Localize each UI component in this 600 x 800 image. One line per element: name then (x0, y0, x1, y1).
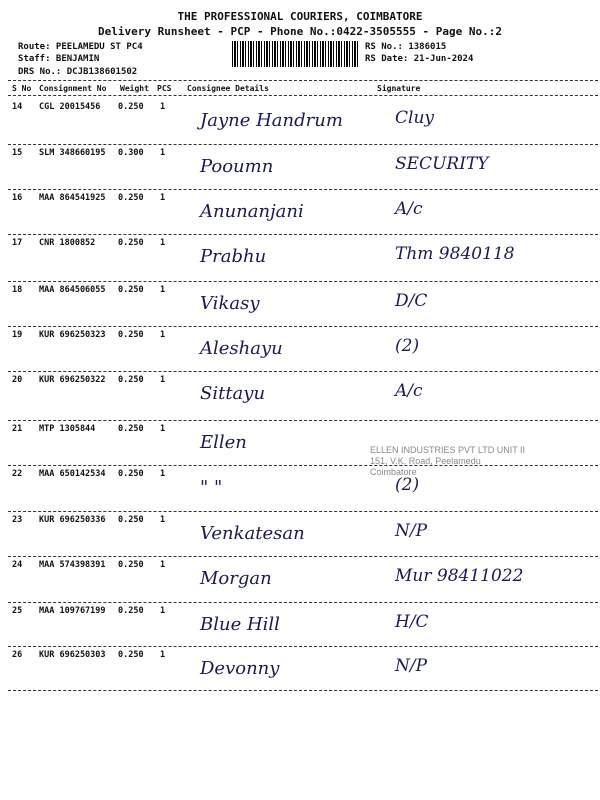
cell-weight: 0.250 (118, 375, 144, 385)
cell-sno: 18 (12, 285, 23, 295)
signature-handwriting: Mur 98411022 (395, 566, 524, 586)
cell-consignment-no: MAA 574398391 (39, 560, 106, 570)
col-weight: Weight (120, 84, 149, 93)
cell-consignment-no: MTP 1305844 (39, 424, 96, 434)
cell-sno: 26 (12, 650, 23, 660)
signature-handwriting: H/C (395, 612, 429, 632)
cell-pcs: 1 (160, 469, 166, 479)
consignee-handwriting: Blue Hill (200, 614, 280, 635)
staff-label: Staff: BENJAMIN (18, 54, 100, 64)
signature-handwriting: Cluy (395, 108, 434, 128)
row-divider (8, 281, 598, 282)
col-consignee: Consignee Details (187, 84, 269, 93)
cell-pcs: 1 (160, 515, 166, 525)
stamp-line-1: ELLEN INDUSTRIES PVT LTD UNIT II (370, 445, 526, 455)
cell-sno: 19 (12, 330, 23, 340)
col-signature: Signature (377, 84, 421, 93)
company-stamp (370, 445, 525, 478)
barcode (232, 41, 358, 67)
signature-handwriting: Thm 9840118 (395, 244, 515, 264)
signature-handwriting: N/P (395, 656, 428, 676)
cell-weight: 0.250 (118, 424, 144, 434)
cell-sno: 24 (12, 560, 23, 570)
cell-consignment-no: MAA 109767199 (39, 606, 106, 616)
cell-consignment-no: KUR 696250322 (39, 375, 106, 385)
stamp-line-2: 151, V.K. Road, Peelamedu (370, 456, 481, 466)
cell-weight: 0.250 (118, 238, 144, 248)
cell-sno: 21 (12, 424, 23, 434)
row-divider (8, 646, 598, 647)
consignee-handwriting: " " (200, 477, 223, 498)
cell-pcs: 1 (160, 330, 166, 340)
signature-handwriting: D/C (395, 291, 428, 311)
cell-consignment-no: KUR 696250303 (39, 650, 106, 660)
rs-date: RS Date: 21-Jun-2024 (365, 54, 474, 64)
consignee-handwriting: Sittayu (200, 383, 266, 404)
header-rule-top (8, 80, 598, 81)
cell-weight: 0.250 (118, 285, 144, 295)
cell-pcs: 1 (160, 148, 166, 158)
consignee-handwriting: Jayne Handrum (200, 110, 343, 131)
cell-consignment-no: MAA 864541925 (39, 193, 106, 203)
cell-weight: 0.250 (118, 469, 144, 479)
cell-sno: 15 (12, 148, 23, 158)
cell-consignment-no: KUR 696250336 (39, 515, 106, 525)
consignee-handwriting: Aleshayu (200, 338, 283, 359)
consignee-handwriting: Morgan (200, 568, 272, 589)
rs-number: RS No.: 1386015 (365, 42, 447, 52)
row-divider (8, 326, 598, 327)
signature-handwriting: A/c (395, 381, 423, 401)
cell-pcs: 1 (160, 285, 166, 295)
consignee-handwriting: Venkatesan (200, 523, 305, 544)
route-label: Route: PEELAMEDU ST PC4 (18, 42, 143, 52)
company-title: THE PROFESSIONAL COURIERS, COIMBATORE (177, 10, 423, 23)
consignee-handwriting: Pooumn (200, 156, 274, 177)
col-consignment: Consignment No (39, 84, 107, 93)
cell-pcs: 1 (160, 193, 166, 203)
signature-handwriting: (2) (395, 475, 420, 495)
row-divider (8, 420, 598, 421)
signature-handwriting: (2) (395, 336, 420, 356)
cell-weight: 0.250 (118, 193, 144, 203)
runsheet-subtitle: Delivery Runsheet - PCP - Phone No.:0422-3505555 - Page No.:2 (98, 25, 502, 38)
signature-handwriting: SECURITY (395, 154, 489, 174)
row-divider (8, 371, 598, 372)
row-divider (8, 511, 598, 512)
cell-pcs: 1 (160, 606, 166, 616)
consignee-handwriting: Prabhu (200, 246, 267, 267)
drs-label: DRS No.: DCJB138601502 (18, 67, 138, 77)
row-divider (8, 189, 598, 190)
cell-weight: 0.250 (118, 606, 144, 616)
signature-handwriting: N/P (395, 521, 428, 541)
row-divider (8, 602, 598, 603)
row-divider (8, 234, 598, 235)
col-pcs: PCS (157, 84, 172, 93)
cell-sno: 25 (12, 606, 23, 616)
col-sno: S No (12, 84, 32, 93)
cell-weight: 0.250 (118, 650, 144, 660)
cell-pcs: 1 (160, 238, 166, 248)
header-rule-bottom (8, 95, 598, 96)
cell-pcs: 1 (160, 560, 166, 570)
cell-sno: 22 (12, 469, 23, 479)
cell-consignment-no: SLM 348660195 (39, 148, 106, 158)
cell-sno: 14 (12, 102, 23, 112)
cell-weight: 0.250 (118, 560, 144, 570)
cell-pcs: 1 (160, 375, 166, 385)
row-divider (8, 144, 598, 145)
cell-weight: 0.300 (118, 148, 144, 158)
signature-handwriting: A/c (395, 199, 423, 219)
cell-sno: 23 (12, 515, 23, 525)
cell-consignment-no: MAA 650142534 (39, 469, 106, 479)
cell-pcs: 1 (160, 424, 166, 434)
cell-consignment-no: MAA 864506055 (39, 285, 106, 295)
consignee-handwriting: Ellen (200, 432, 247, 453)
consignee-handwriting: Vikasy (200, 293, 260, 314)
stamp-line-3: Coimbatore (370, 467, 417, 477)
row-divider (8, 690, 598, 691)
cell-pcs: 1 (160, 102, 166, 112)
cell-weight: 0.250 (118, 330, 144, 340)
consignee-handwriting: Devonny (200, 658, 280, 679)
consignee-handwriting: Anunanjani (200, 201, 304, 222)
cell-consignment-no: CGL 20015456 (39, 102, 101, 112)
cell-sno: 17 (12, 238, 23, 248)
cell-consignment-no: CNR 1800852 (39, 238, 96, 248)
row-divider (8, 556, 598, 557)
cell-sno: 16 (12, 193, 23, 203)
cell-weight: 0.250 (118, 515, 144, 525)
cell-sno: 20 (12, 375, 23, 385)
cell-pcs: 1 (160, 650, 166, 660)
cell-consignment-no: KUR 696250323 (39, 330, 106, 340)
cell-weight: 0.250 (118, 102, 144, 112)
